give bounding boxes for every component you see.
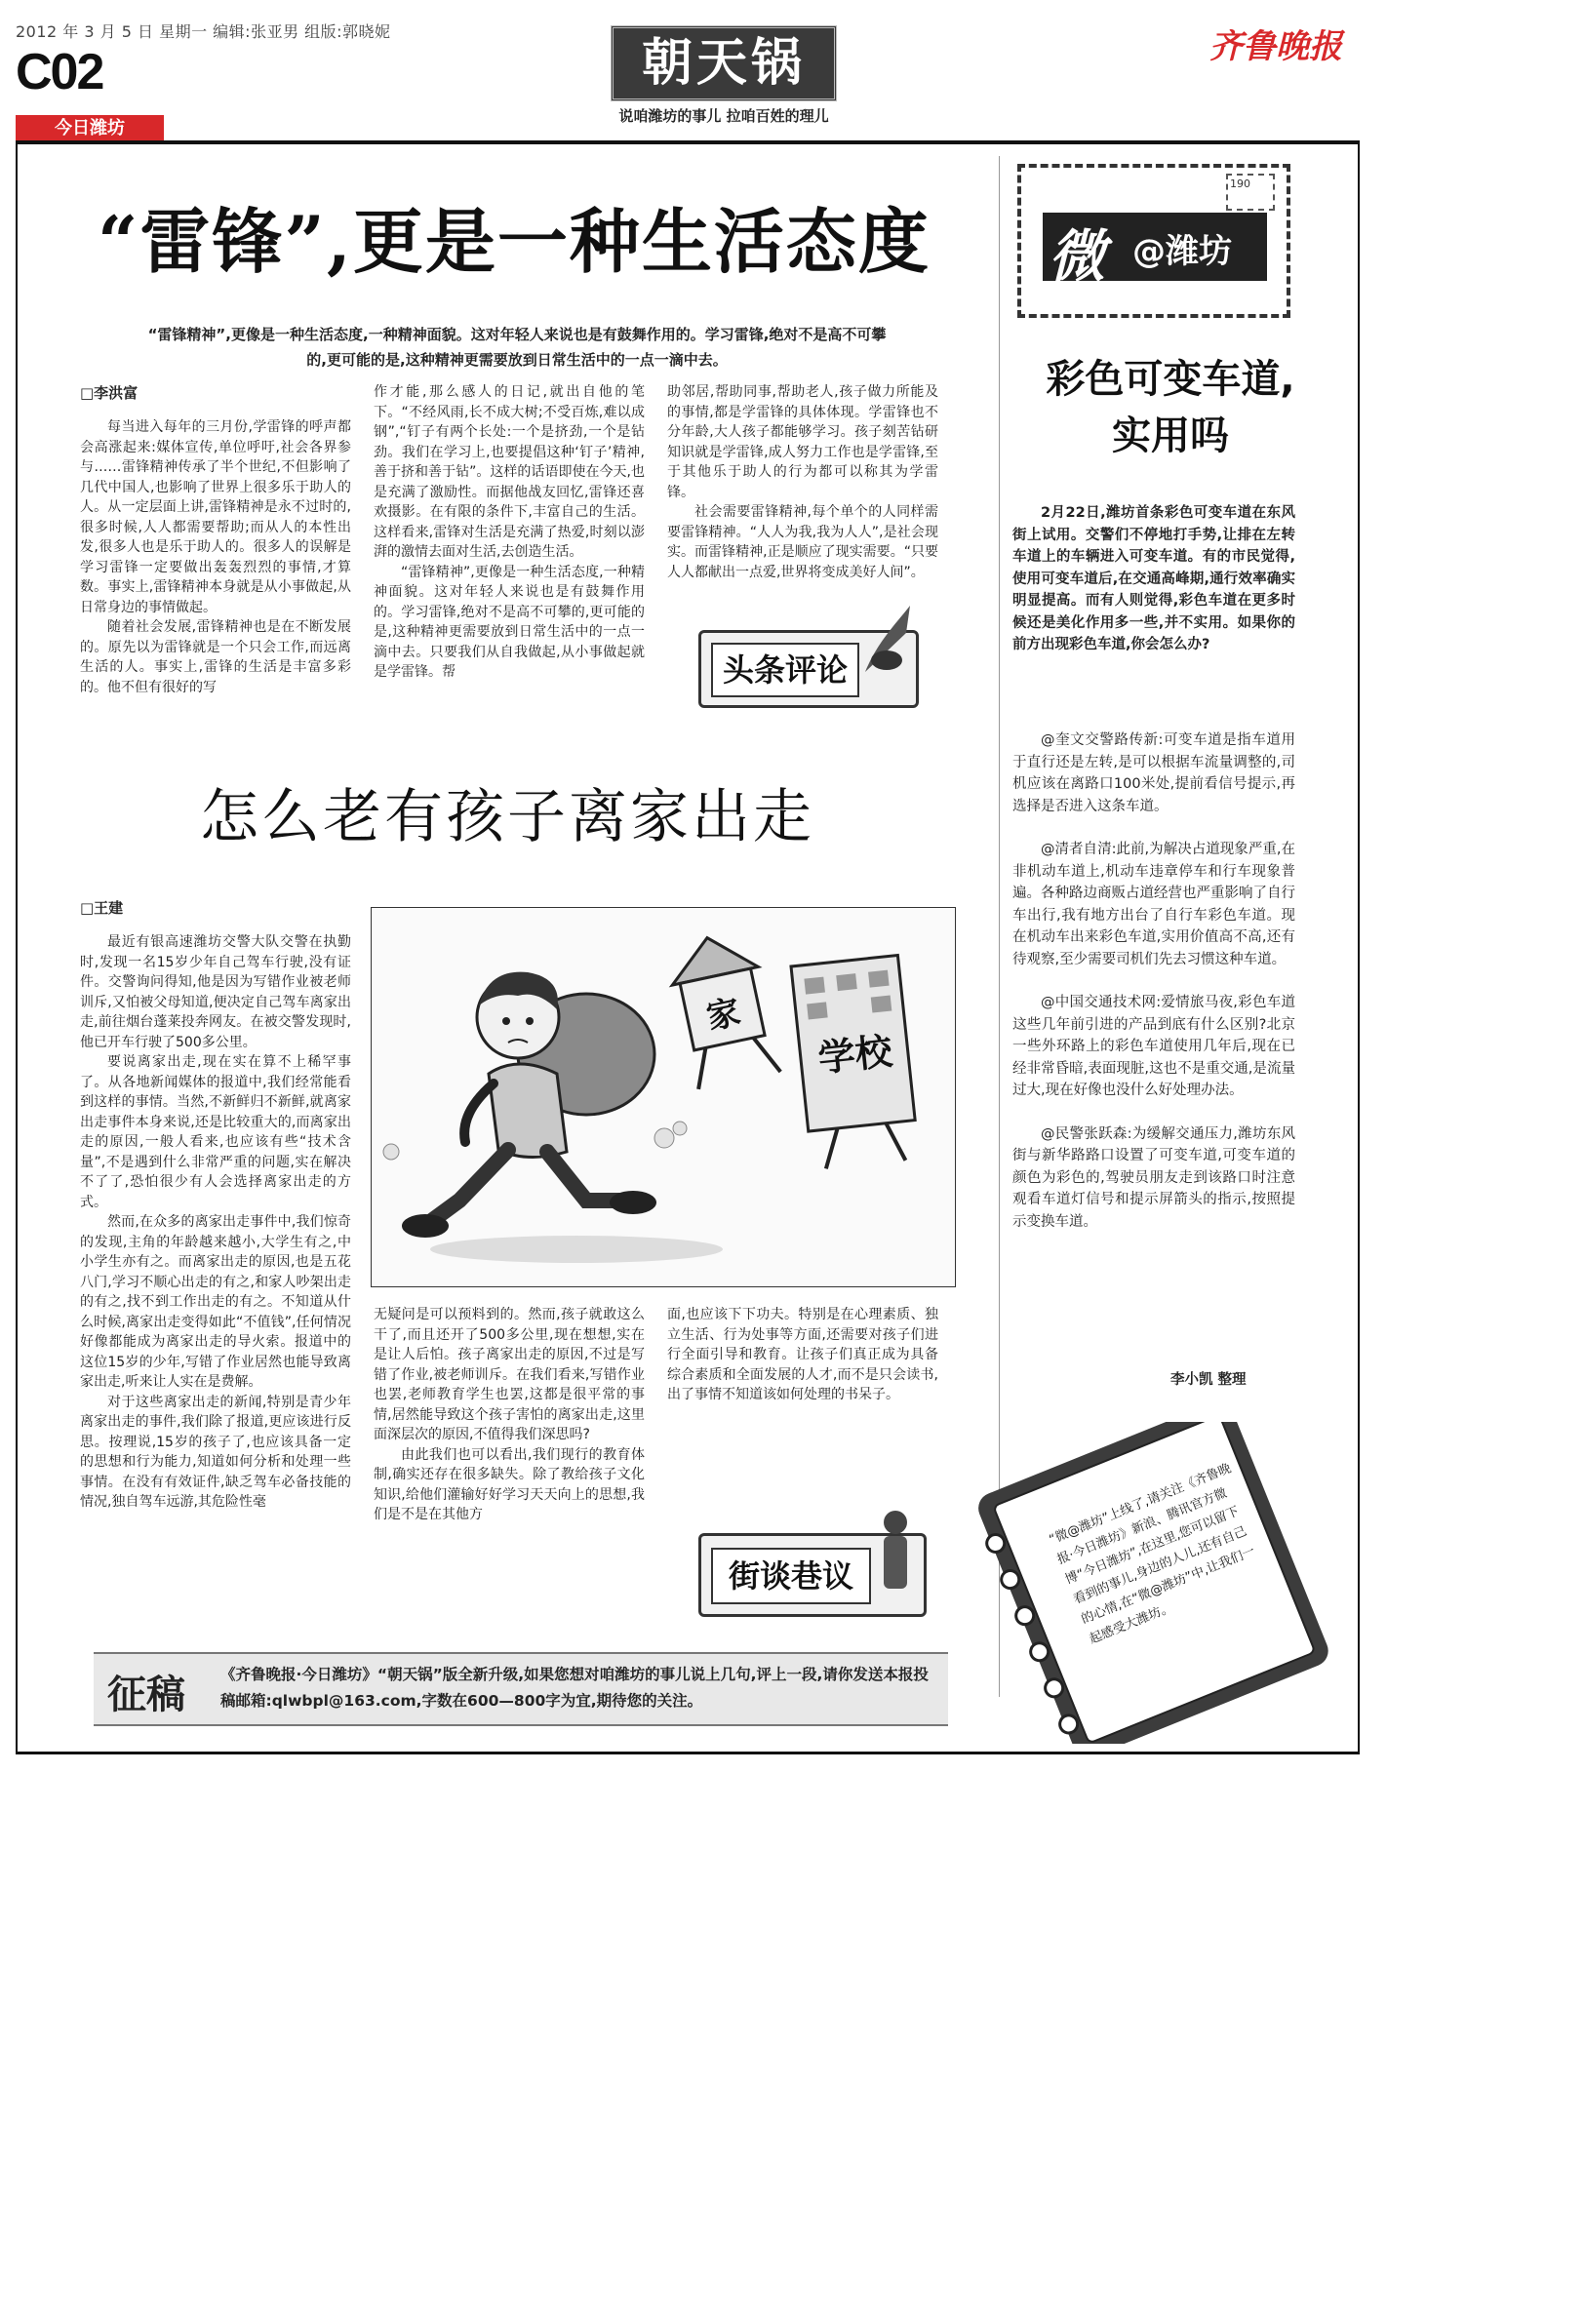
notice-title: 征稿: [107, 1672, 185, 1717]
article2-column-2: [374, 1305, 645, 1525]
frame-left: [16, 144, 18, 1753]
frame-right: [1358, 144, 1360, 1753]
weibo-comment: @民警张跃森:为缓解交通压力,潍坊东风街与新华路路口设置了可变车道,可变车道的颜色为彩色的,驾驶员朋友走到该路口时注意观看车道灯信号和提示屏箭头的指示,按照提示变换车道。: [1012, 1125, 1295, 1230]
school-label: 学校: [815, 1029, 894, 1081]
weibo-comment: @清者自清:此前,为解决占道现象严重,在非机动车道上,机动车违章停车和行车现象普遍。各种路边商贩占道经营也严重影响了自行车出行,我有地方出台了自行车彩色车道。现在机动车出来彩色车道,实用价值高不高,还有待观察,至少需要司机们先去习惯这种车道。: [1012, 842, 1295, 967]
paragraph: “雷锋精神”,更像是一种生活态度,一种精神面貌。这对年轻人来说也是有鼓舞作用的。学习雷锋,绝对不是高不可攀的,更可能的是,这种精神更需要放到日常生活中的一点一滴中去。只要我们从自我做起,从小事做起就是学雷锋。帮: [374, 564, 645, 680]
comment-stamp-label: 头条评论: [711, 643, 859, 697]
street-talk-stamp-label: 街谈巷议: [711, 1548, 871, 1604]
header-rule: [16, 140, 1360, 144]
paper-name: 齐鲁晚报: [1209, 27, 1342, 66]
paragraph: 每当进入每年的三月份,学雷锋的呼声都会高涨起来:媒体宣传,单位呼吁,社会各界参与……雷锋精神传承了半个世纪,不但影响了几代中国人,也影响了世界上很多乐于助人的人。从一定层面上讲,雷锋精神是永不过时的,很多时候,人人都需要帮助;而从人的本性出发,很多人也是乐于助人的。很多人的误解是学习雷锋一定要做出轰轰烈烈的事情,才算数。事实上,雷锋精神本身就是从小事做起,从日常身边的事情做起。: [80, 419, 351, 615]
paragraph: 要说离家出走,现在实在算不上稀罕事了。从各地新闻媒体的报道中,我们经常能看到这样的事情。当然,不新鲜归不新鲜,就离家出走事件本身来说,还是比较重大的,而离家出走的原因,一般人看来,也应该有些“技术含量”,不是遇到什么非常严重的问题,实在解决不了了,恐怕很少有人会选择离家出走的方式。: [80, 1054, 351, 1210]
weibo-lede: [1012, 502, 1295, 656]
article1-column-1: [80, 417, 351, 697]
house-label: 家: [703, 992, 744, 1038]
article1-column-2: [374, 382, 645, 683]
call-for-submissions: [94, 1652, 948, 1726]
ink-pen-icon: [857, 604, 912, 672]
comment-stamp: [698, 630, 919, 708]
section-tag: 今日潍坊: [16, 115, 164, 142]
notebook-text: “微@潍坊”上线了,请关注《齐鲁晚报·今日潍坊》新浪、腾讯官方微博“今日潍坊”,在这里,您可以留下看到的事儿,身边的人儿,还有自己的心情,在“微@潍坊”中,让我们一起感受大潍坊。: [1047, 1461, 1258, 1647]
article1-byline: □李洪富: [80, 384, 139, 402]
runaway-child-illustration: [371, 907, 956, 1287]
weibo-badge: [1017, 164, 1290, 318]
paragraph: 2月22日,潍坊首条彩色可变车道在东风街上试用。交警们不停地打手势,让排在左转车道上的车辆进入可变车道。有的市民觉得,使用可变车道后,在交通高峰期,通行效率确实明显提高。而有人则觉得,彩色车道在更多时候还是美化作用多一些,并不实用。如果你的前方出现彩色车道,你会怎么办?: [1012, 505, 1295, 652]
speaker-figure-icon: [871, 1507, 920, 1595]
article1-column-3: [667, 382, 938, 582]
paragraph: 最近有银高速潍坊交警大队交警在执勤时,发现一名15岁少年自己驾车行驶,没有证件。交警询问得知,他是因为写错作业被老师训斥,又怕被父母知道,便决定自己驾车离家出走,前往烟台蓬莱投奔网友。在被交警发现时,他已开车行驶了500多公里。: [80, 934, 351, 1050]
weibo-badge-inner: [1043, 213, 1267, 290]
article1-lede: “雷锋精神”,更像是一种生活态度,一种精神面貌。这对年轻人来说也是有鼓舞作用的。学习雷锋,绝对不是高不可攀的,更可能的是,这种精神更需要放到日常生活中的一点一滴中去。: [147, 326, 887, 369]
weibo-micro-char: 微: [1049, 223, 1106, 290]
frame-bottom: [16, 1752, 1360, 1754]
notice-text: 《齐鲁晚报·今日潍坊》“朝天锅”版全新升级,如果您想对咱潍坊的事儿说上几句,评上一段,请你发送本报投稿邮箱:qlwbpl@163.com,字数在600—800字为宜,期待您的关注。: [220, 1666, 929, 1710]
article2-column-3: [667, 1305, 938, 1405]
paragraph: 助邻居,帮助同事,帮助老人,孩子做力所能及的事情,都是学雷锋的具体体现。学雷锋也不分年龄,大人孩子都能够学习。孩子刻苦钻研知识就是学雷锋,成人努力工作也是学雷锋,至于其他乐于助人的行为都可以称其为学雷锋。: [667, 384, 938, 500]
paragraph: 无疑问是可以预料到的。然而,孩子就敢这么干了,而且还开了500多公里,现在想想,实在是让人后怕。孩子离家出走的原因,不过是写错了作业,被老师训斥。在我们看来,写错作业也罢,老师教育学生也罢,这都是很平常的事情,居然能导致这个孩子害怕的离家出走,这里面深层次的原因,不值得我们深思吗?: [374, 1307, 645, 1442]
column-slogan: 说咱潍坊的事儿 拉咱百姓的理儿: [618, 107, 829, 125]
weibo-comment: @中国交通技术网:爱情旅马夜,彩色车道这些几年前引进的产品到底有什么区别?北京一些外环路上的彩色车道使用几年后,现在已经非常昏暗,表面现脏,这也不是重交通,是流量过大,现在好像也没什么好处理办法。: [1012, 995, 1295, 1098]
paragraph: 作才能,那么感人的日记,就出自他的笔下。“不经风雨,长不成大树;不受百炼,难以成钢”,“钉子有两个长处:一个是挤劲,一个是钻劲。我们在学习上,也要提倡这种‘钉子’精神,善于挤和善于钻”。这样的话语即使在今天,也是充满了激励性。而据他战友回忆,雷锋还喜欢摄影。在有限的条件下,丰富自己的生活。这样看来,雷锋对生活是充满了热爱,时刻以澎湃的激情去面对生活,去创造生活。: [374, 384, 645, 560]
postage-stamp-icon: 190: [1226, 174, 1275, 211]
compiler-signature: 李小凯 整理: [1170, 1372, 1247, 1388]
weibo-headline-line1: 彩色可变车道,: [1046, 357, 1295, 402]
issue-meta: 2012 年 3 月 5 日 星期一 编辑:张亚男 组版:郭晓妮: [16, 22, 391, 41]
weibo-headline: [1005, 351, 1336, 464]
street-talk-stamp: [698, 1533, 927, 1617]
paragraph: 社会需要雷锋精神,每个单个的人同样需要雷锋精神。“人人为我,我为人人”,是社会现实。而雷锋精神,正是顺应了现实需要。“只要人人都献出一点爱,世界将变成美好人间”。: [667, 504, 938, 580]
weibo-comment: @奎文交警路传新:可变车道是指车道用于直行还是左转,是可以根据车流量调整的,司机应该在离路口100米处,提前看信号提示,再选择是否进入这条车道。: [1012, 732, 1295, 814]
paragraph: 面,也应该下下功夫。特别是在心理素质、独立生活、行为处事等方面,还需要对孩子们进行全面引导和教育。让孩子们真正成为具备综合素质和全面发展的人才,而不是只会读书,出了事情不知道该如何处理的书呆子。: [667, 1307, 938, 1402]
paragraph: 对于这些离家出走的新闻,特别是青少年离家出走的事件,我们除了报道,更应该进行反思。按理说,15岁的孩子了,也应该具备一定的思想和行为能力,知道如何分析和处理一些事情。在没有有效证件,缺乏驾车必备技能的情况,独自驾车远游,其危险性毫: [80, 1394, 351, 1510]
page-number: C02: [16, 44, 103, 100]
weibo-headline-line2: 实用吗: [1112, 414, 1229, 458]
weibo-at-label: @潍坊: [1132, 232, 1232, 271]
article2-column-1: [80, 932, 351, 1513]
notebook-graphic: [951, 1422, 1341, 1744]
article2-byline: □王建: [80, 899, 124, 917]
weibo-comments: [1012, 729, 1295, 1254]
paragraph: 随着社会发展,雷锋精神也是在不断发展的。原先以为雷锋就是一个只会工作,而远离生活的人。事实上,雷锋的生活是丰富多彩的。他不但有很好的写: [80, 619, 351, 695]
paragraph: 然而,在众多的离家出走事件中,我们惊奇的发现,主角的年龄越来越小,大学生有之,中小学生亦有之。而离家出走的原因,也是五花八门,学习不顺心出走的有之,和家人吵架出走的有之,找不到工作出走的有之。不知道从什么时候,离家出走变得如此“不值钱”,任何情况好像都能成为离家出走的导火索。报道中的这位15岁的少年,写错了作业居然也能导致离家出走,听来让人实在是费解。: [80, 1214, 351, 1390]
article2-headline: 怎么老有孩子离家出走: [200, 783, 814, 851]
article1-headline: “雷锋”,更是一种生活态度: [98, 200, 931, 283]
column-title: 朝天锅: [611, 25, 837, 101]
paragraph: 由此我们也可以看出,我们现行的教育体制,确实还存在很多缺失。除了教给孩子文化知识,给他们灌输好好学习天天向上的思想,我们是不是在其他方: [374, 1446, 645, 1522]
